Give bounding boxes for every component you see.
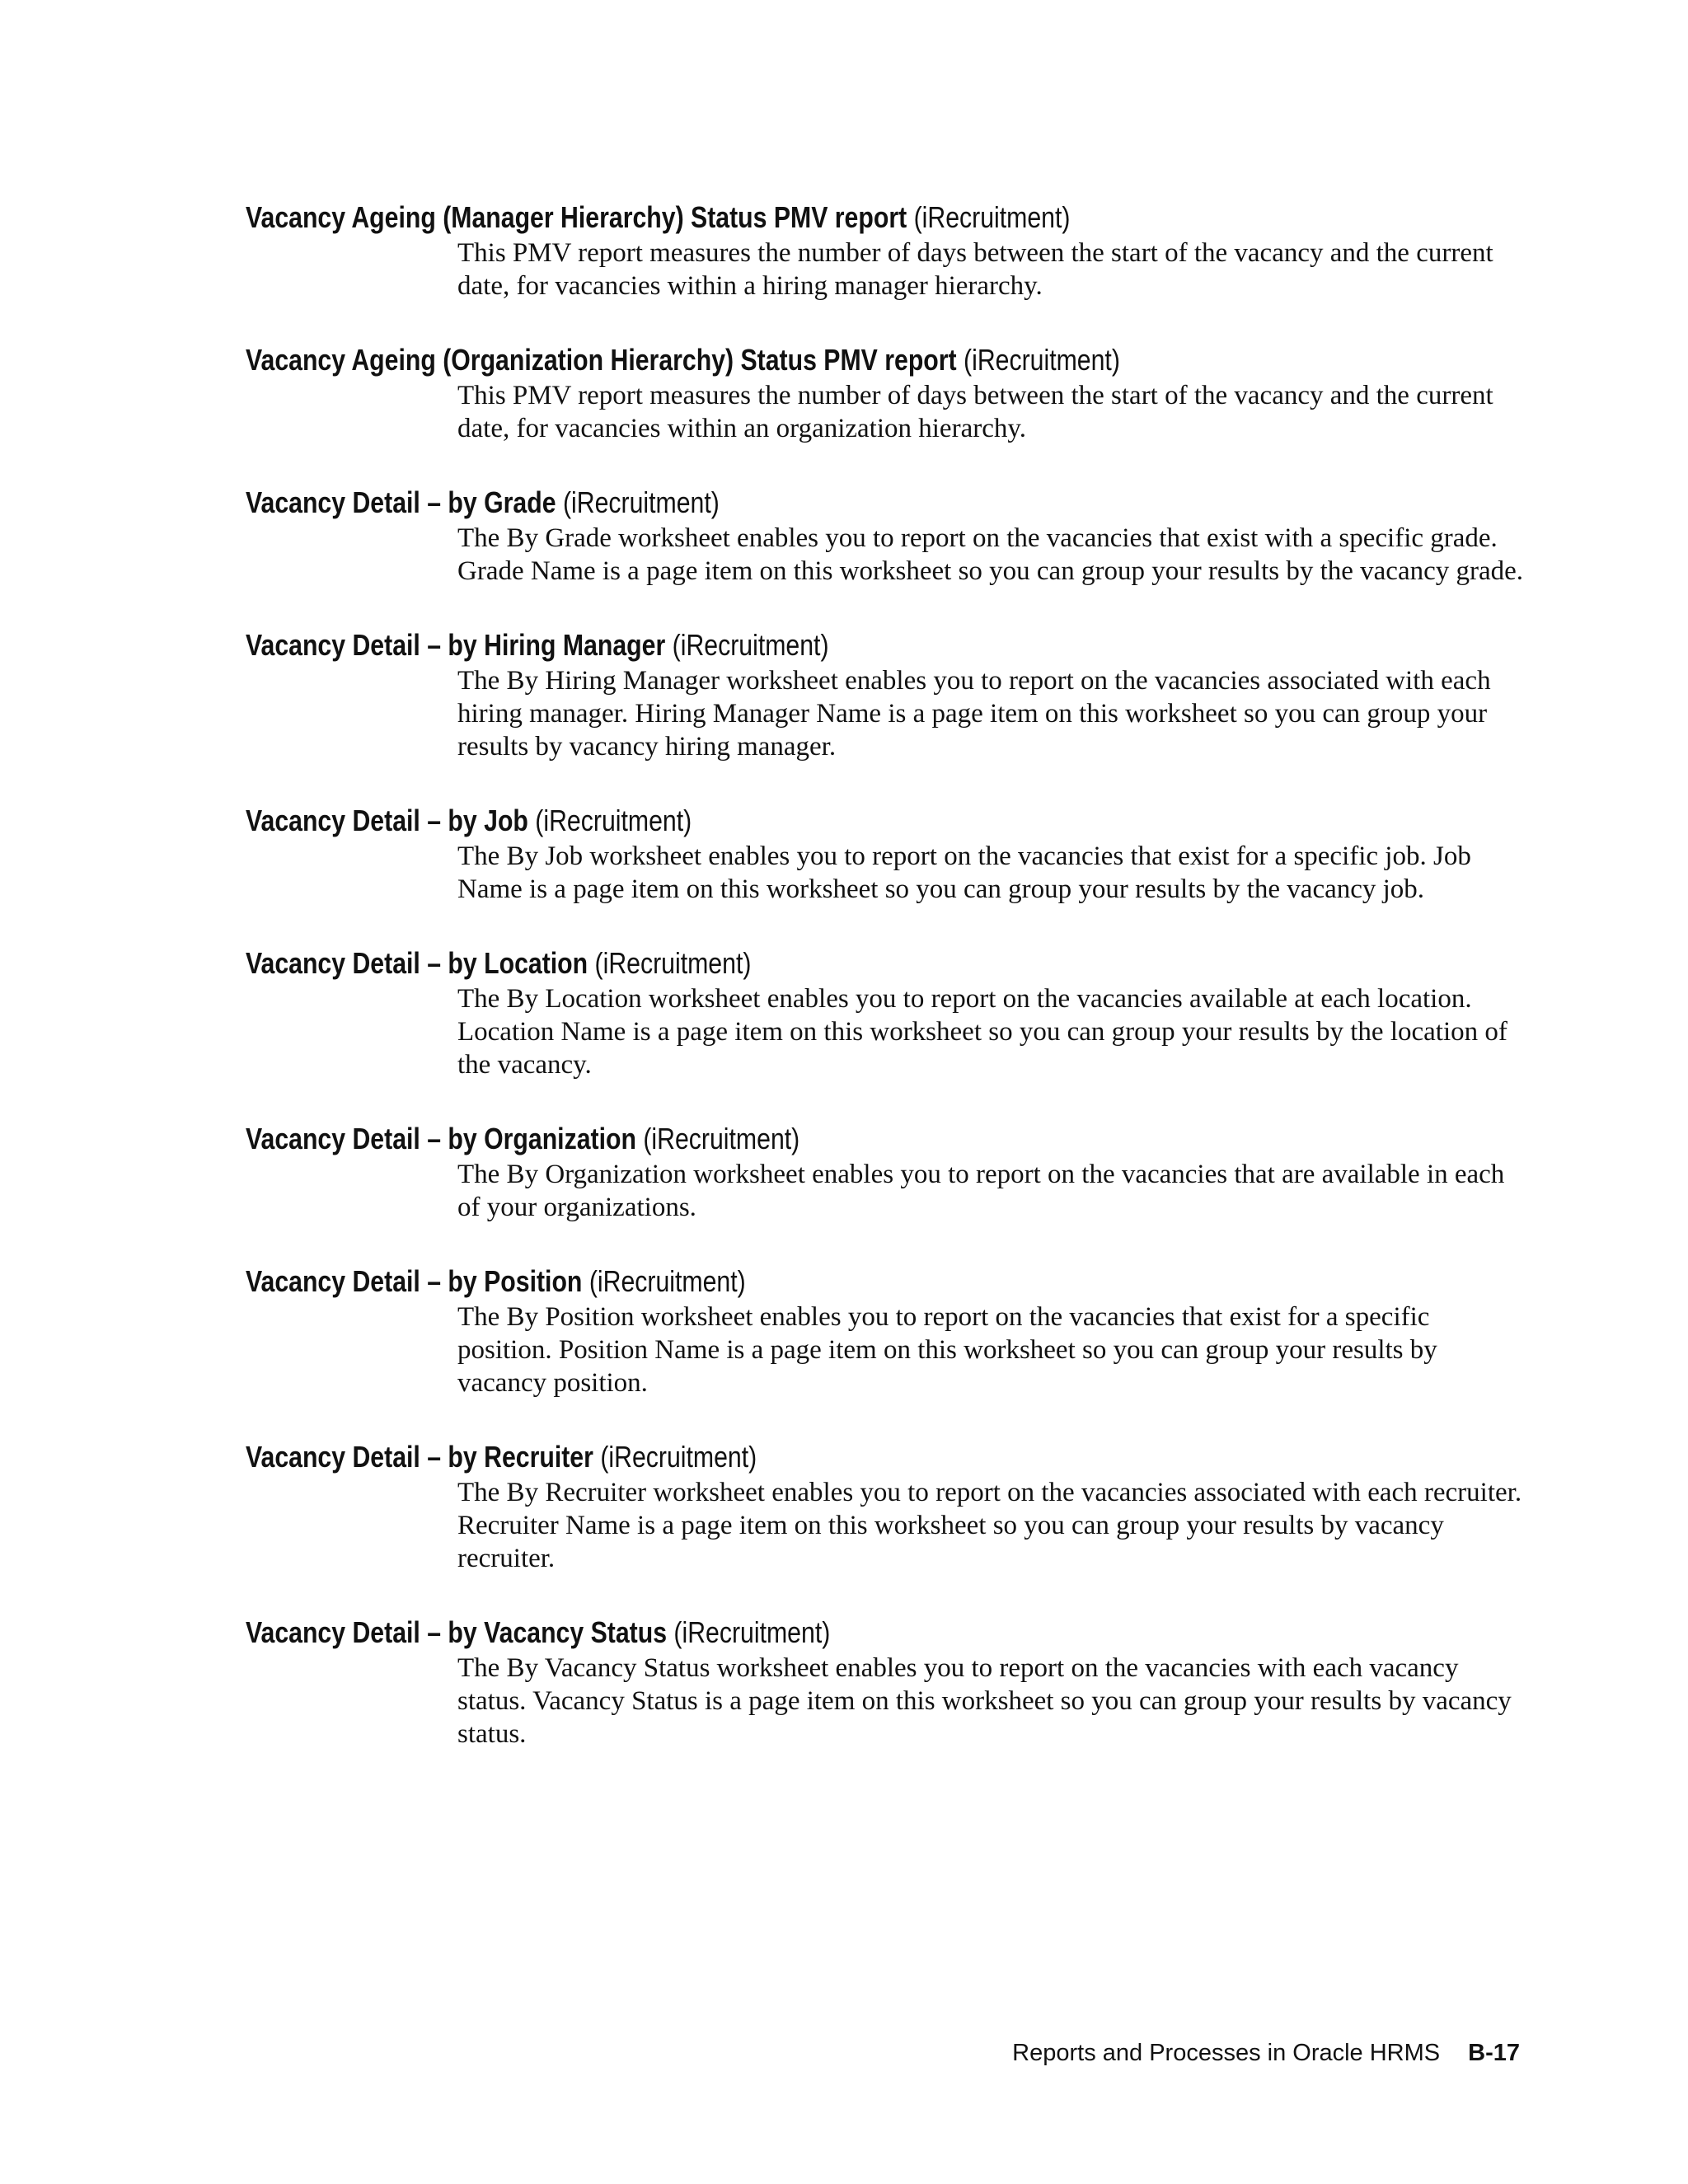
footer-book-title: Reports and Processes in Oracle HRMS [1012,2040,1441,2066]
report-entry [246,343,1531,445]
report-entry-title [246,804,1325,838]
report-description: The By Job worksheet enables you to report on the vacancies that exist for a specific job. Job Name is a page item on this worksheet so you can group your results by the vacancy job. [457,841,1471,904]
report-name: Vacancy Ageing (Organization Hierarchy) Status PMV report [246,343,957,377]
report-description: This PMV report measures the number of days between the start of the vacancy and the current date, for vacancies within a hiring manager hierarchy. [457,238,1493,301]
report-module: (iRecruitment) [594,946,752,980]
report-entry [246,804,1531,906]
report-entry-list [246,200,1531,1791]
report-description: The By Location worksheet enables you to report on the vacancies available at each location. Location Name is a page item on this worksheet so you can group your results by the location of the vacancy. [457,984,1507,1080]
report-name: Vacancy Detail – by Grade [246,485,556,519]
report-entry [246,1615,1531,1750]
report-entry-title [246,485,1325,520]
page-footer [1012,2039,1520,2067]
report-module: (iRecruitment) [535,804,692,837]
report-entry [246,200,1531,302]
report-module: (iRecruitment) [913,200,1071,234]
report-module: (iRecruitment) [562,485,720,519]
report-module: (iRecruitment) [673,1615,831,1649]
report-entry [246,1122,1531,1224]
report-name: Vacancy Detail – by Position [246,1264,583,1298]
report-module: (iRecruitment) [588,1264,746,1298]
page-number: B-17 [1468,2040,1520,2066]
report-entry-title [246,200,1325,235]
report-name: Vacancy Detail – by Recruiter [246,1440,593,1474]
report-description: The By Vacancy Status worksheet enables you to report on the vacancies with each vacancy status. Vacancy Status is a page item on this worksheet so you can group your results by vacancy status. [457,1653,1512,1749]
report-module: (iRecruitment) [964,343,1120,377]
report-entry-title [246,1264,1325,1299]
report-entry-title [246,946,1325,981]
report-description: The By Organization worksheet enables you to report on the vacancies that are available in each of your organizations. [457,1160,1505,1222]
report-name: Vacancy Detail – by Hiring Manager [246,628,666,662]
report-name: Vacancy Detail – by Location [246,946,588,980]
report-entry-title [246,1440,1325,1474]
report-entry [246,1264,1531,1399]
report-module: (iRecruitment) [672,628,829,662]
report-description: This PMV report measures the number of days between the start of the vacancy and the current date, for vacancies within an organization hierarchy. [457,381,1493,443]
report-entry [246,1440,1531,1575]
report-entry-title [246,1615,1325,1650]
report-entry [246,946,1531,1081]
report-entry [246,485,1531,588]
report-module: (iRecruitment) [600,1440,757,1474]
report-description: The By Position worksheet enables you to report on the vacancies that exist for a specific position. Position Name is a page item on this worksheet so you can group your results by vacancy position. [457,1302,1437,1398]
report-name: Vacancy Ageing (Manager Hierarchy) Status PMV report [246,200,907,234]
report-name: Vacancy Detail – by Organization [246,1122,636,1155]
report-entry-title [246,343,1325,377]
report-module: (iRecruitment) [643,1122,800,1155]
report-description: The By Grade worksheet enables you to report on the vacancies that exist with a specific grade. Grade Name is a page item on this worksheet so you can group your results by the vacancy grade. [457,523,1524,586]
report-entry-title [246,1122,1325,1156]
report-name: Vacancy Detail – by Job [246,804,528,837]
report-entry [246,628,1531,763]
report-description: The By Hiring Manager worksheet enables you to report on the vacancies associated with each hiring manager. Hiring Manager Name is a page item on this worksheet so you can group your results by vacancy hiring manager. [457,666,1491,762]
report-name: Vacancy Detail – by Vacancy Status [246,1615,668,1649]
report-entry-title [246,628,1325,663]
report-description: The By Recruiter worksheet enables you to report on the vacancies associated with each recruiter. Recruiter Name is a page item on this worksheet so you can group your results by vacancy recruiter. [457,1478,1522,1573]
